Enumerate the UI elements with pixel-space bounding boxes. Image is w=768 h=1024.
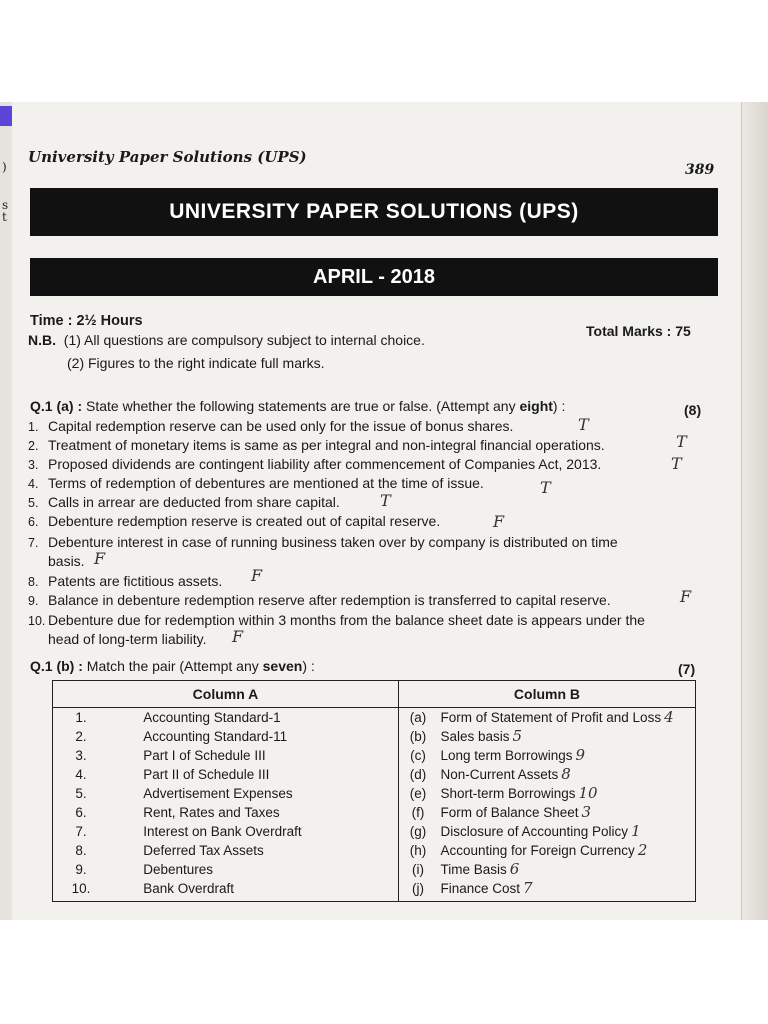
column-b-value: Sales basis (440, 729, 510, 744)
handwritten-answer-mark: F (94, 549, 106, 568)
q1a-statement (28, 592, 611, 610)
handwritten-match-answer: 8 (561, 765, 571, 783)
nb-note-1 (28, 332, 425, 349)
statement-text: Debenture due for redemption within 3 months from the balance sheet date is appears under the (48, 612, 645, 628)
row-number: 1. (75, 710, 87, 725)
page-number: 389 (685, 162, 715, 178)
row-number: 10. (71, 881, 91, 896)
adjacent-page-edge (0, 102, 12, 920)
table-row (53, 765, 696, 784)
handwritten-answer-mark: T (676, 432, 687, 451)
row-letter: (d) (409, 767, 427, 782)
column-a-value: Accounting Standard-1 (143, 710, 281, 725)
column-b-header: Column B (398, 681, 695, 708)
column-b-value: Accounting for Foreign Currency (440, 843, 635, 858)
q1a-instruction-end: ) : (552, 398, 566, 414)
note-text: (1) All questions are compulsory subject to internal choice. (63, 332, 425, 348)
statement-text-continued: basis. (48, 553, 85, 569)
statement-number: 9. (28, 594, 39, 608)
statement-number: 5. (28, 496, 39, 510)
page-fold (741, 102, 768, 920)
table-row (53, 746, 696, 765)
q1a-statement (28, 513, 440, 531)
handwritten-match-answer: 7 (523, 879, 533, 897)
q1a-statement (28, 612, 645, 630)
handwritten-answer-mark: T (380, 491, 391, 510)
column-b-value: Short-term Borrowings (440, 786, 576, 801)
statement-number: 3. (28, 458, 39, 472)
running-title: University Paper Solutions (UPS) (28, 148, 307, 166)
scanned-page (0, 102, 768, 920)
row-letter: (g) (409, 824, 427, 839)
handwritten-answer-mark: F (680, 587, 692, 606)
q1a-statement (28, 494, 340, 512)
nb-label: N.B. (28, 332, 56, 348)
table-row (53, 822, 696, 841)
handwritten-match-answer: 5 (512, 727, 523, 745)
table-row (53, 803, 696, 822)
table-row (53, 784, 696, 803)
table-row (53, 841, 696, 860)
statement-text: Debenture redemption reserve is created out of capital reserve. (48, 513, 441, 529)
statement-number: 1. (28, 420, 39, 434)
row-letter: (f) (411, 805, 425, 820)
bookmark-tab (0, 106, 12, 126)
statement-number: 6. (28, 515, 39, 529)
statement-text: Terms of redemption of debentures are mentioned at the time of issue. (48, 475, 484, 491)
row-letter: (b) (409, 729, 427, 744)
row-letter: (i) (411, 862, 424, 877)
column-a-value: Accounting Standard-11 (143, 729, 288, 744)
statement-text: Debenture interest in case of running business taken over by company is distributed on time (48, 534, 618, 550)
q1a-heading (30, 398, 565, 415)
column-b-value: Disclosure of Accounting Policy (440, 824, 629, 839)
q1a-statement (28, 534, 618, 552)
column-a-value: Deferred Tax Assets (143, 843, 264, 858)
handwritten-answer-mark: T (578, 415, 589, 434)
table-row (53, 727, 696, 746)
column-a-header: Column A (53, 681, 399, 708)
row-number: 8. (75, 843, 87, 858)
match-table (52, 680, 696, 902)
row-number: 3. (75, 748, 87, 763)
q1a-statement (28, 437, 605, 455)
handwritten-match-answer: 10 (578, 784, 598, 802)
edge-glyph: ) (2, 160, 7, 174)
total-marks: Total Marks : 75 (586, 323, 691, 339)
q1a-marks: (8) (684, 402, 702, 418)
column-a-value: Part II of Schedule III (143, 767, 270, 782)
nb-note-2: (2) Figures to the right indicate full marks. (67, 355, 325, 371)
row-number: 4. (75, 767, 87, 782)
table-row (53, 708, 696, 728)
row-number: 6. (75, 805, 87, 820)
row-letter: (j) (411, 881, 424, 896)
row-letter: (c) (410, 748, 426, 763)
row-number: 9. (75, 862, 87, 877)
column-b-value: Non-Current Assets (440, 767, 559, 782)
column-a-value: Rent, Rates and Taxes (143, 805, 280, 820)
q1a-instruction-bold: eight (519, 398, 553, 414)
column-a-value: Debentures (143, 862, 214, 877)
statement-text: Balance in debenture redemption reserve after redemption is transferred to capital reserve. (48, 592, 611, 608)
handwritten-answer-mark: F (232, 627, 244, 646)
row-letter: (e) (409, 786, 427, 801)
column-a-value: Interest on Bank Overdraft (143, 824, 302, 839)
column-b-value: Form of Balance Sheet (440, 805, 579, 820)
statement-text: Proposed dividends are contingent liability after commencement of Companies Act, 2013. (48, 456, 602, 472)
q1b-heading (30, 658, 315, 675)
handwritten-answer-mark: T (540, 478, 551, 497)
handwritten-answer-mark: F (493, 512, 505, 531)
row-number: 5. (75, 786, 87, 801)
statement-number: 2. (28, 439, 39, 453)
statement-text-continued: head of long-term liability. (48, 631, 207, 647)
statement-number: 4. (28, 477, 39, 491)
statement-text: Patents are fictitious assets. (48, 573, 223, 589)
q1b-marks: (7) (678, 661, 696, 677)
statement-number: 10. (28, 614, 46, 628)
row-letter: (a) (409, 710, 427, 725)
q1a-label: Q.1 (a) : (30, 398, 83, 414)
q1a-statement (28, 418, 513, 436)
edge-glyph: s (2, 198, 9, 212)
handwritten-match-answer: 1 (631, 822, 641, 840)
q1b-instruction-bold: seven (262, 658, 303, 674)
q1b-instruction: Match the pair (Attempt any (86, 658, 263, 674)
column-a-value: Part I of Schedule III (143, 748, 266, 763)
column-a-value: Bank Overdraft (143, 881, 235, 896)
row-letter: (h) (409, 843, 427, 858)
statement-number: 7. (28, 536, 39, 550)
table-row (53, 860, 696, 879)
handwritten-match-answer: 9 (575, 746, 586, 764)
statement-text: Treatment of monetary items is same as per integral and non-integral financial operations. (48, 437, 605, 453)
column-b-value: Finance Cost (440, 881, 521, 896)
banner-title: UNIVERSITY PAPER SOLUTIONS (UPS) (30, 188, 718, 236)
column-b-value: Time Basis (440, 862, 507, 877)
q1a-instruction: State whether the following statements are true or false. (Attempt any (86, 398, 520, 414)
handwritten-match-answer: 6 (509, 860, 520, 878)
banner-exam-date: APRIL - 2018 (30, 258, 718, 296)
edge-glyph: t (2, 210, 7, 224)
column-b-value: Long term Borrowings (440, 748, 573, 763)
q1a-statement (28, 573, 222, 591)
q1b-label: Q.1 (b) : (30, 658, 83, 674)
handwritten-answer-mark: T (671, 454, 682, 473)
time-label: Time : 2½ Hours (30, 313, 143, 329)
handwritten-match-answer: 3 (581, 803, 592, 821)
q1b-instruction-end: ) : (302, 658, 315, 674)
column-b-value: Form of Statement of Profit and Loss (440, 710, 662, 725)
handwritten-match-answer: 2 (637, 841, 648, 859)
q1a-statement (28, 475, 484, 493)
handwritten-match-answer: 4 (664, 708, 674, 726)
q1a-statement (28, 456, 601, 474)
column-a-value: Advertisement Expenses (143, 786, 293, 801)
statement-number: 8. (28, 575, 39, 589)
statement-text: Calls in arrear are deducted from share capital. (48, 494, 340, 510)
match-table-body (53, 708, 696, 902)
handwritten-answer-mark: F (251, 566, 263, 585)
row-number: 7. (75, 824, 87, 839)
statement-text: Capital redemption reserve can be used only for the issue of bonus shares. (48, 418, 514, 434)
row-number: 2. (75, 729, 87, 744)
table-row (53, 879, 696, 902)
